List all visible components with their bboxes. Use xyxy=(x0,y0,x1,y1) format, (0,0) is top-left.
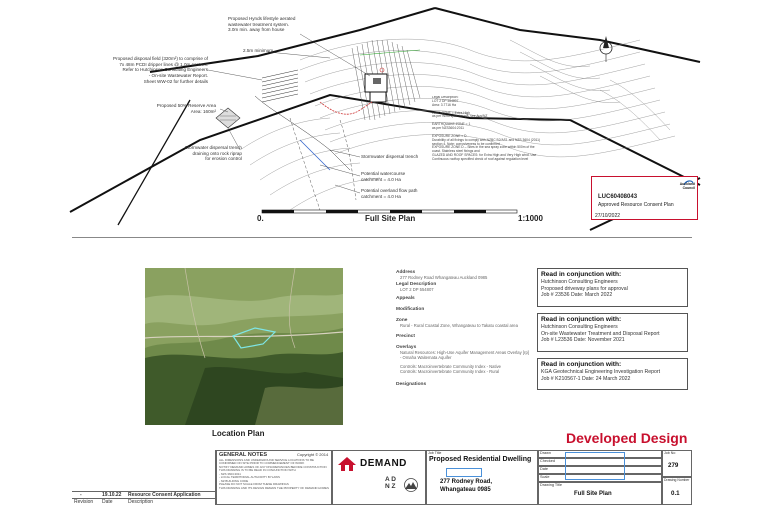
drawing-number-label: Drawing Number xyxy=(664,478,690,482)
scale-start-label: 0. xyxy=(257,214,264,223)
scale-bar xyxy=(262,210,517,213)
revision-rev: - xyxy=(80,492,82,498)
ric-line: KGA Geotechnical Engineering Investigation Report xyxy=(541,369,661,375)
boundary-left xyxy=(118,100,190,225)
ric-line: Job # 23536 Date: March 2022 xyxy=(541,292,613,298)
ric-heading: Read in conjunction with: xyxy=(541,316,622,323)
info-field: Designations xyxy=(396,382,427,387)
drawn-label: Drawn xyxy=(540,451,551,455)
revision-header-date: Date xyxy=(102,499,113,505)
info-field: Modification xyxy=(396,307,425,312)
job-title: Proposed Residential Dwelling xyxy=(429,456,532,463)
ric-heading: Read in conjunction with: xyxy=(541,271,622,278)
info-field: Appeals xyxy=(396,296,415,301)
ric-line: Proposed driveway plans for approval xyxy=(541,285,628,292)
disposal-field xyxy=(262,70,298,102)
ric-heading: Read in conjunction with: xyxy=(541,361,622,368)
read-in-conjunction-box xyxy=(537,358,688,390)
info-field: Zone Rural - Rural Coastal Zone, Whangateau to Takatu coastal area xyxy=(396,318,518,328)
annotation-overland-flow: Potential overland flow path catchment = 4.0 Ha xyxy=(361,188,418,199)
title-block xyxy=(72,450,692,505)
location-plan-map xyxy=(145,268,343,425)
info-field: Address 277 Rodney Road Whangateau Auckland 0985 xyxy=(396,270,488,280)
resource-consent-stamp xyxy=(591,176,698,220)
revision-header-desc: Description xyxy=(128,499,154,505)
consent-date: 27/10/2022 xyxy=(595,213,621,219)
annotation-watercourse: Potential watercourse catchment = 4.0 Ha xyxy=(361,171,406,182)
site-plan-title: Full Site Plan xyxy=(365,214,416,223)
date-label: Date xyxy=(540,467,549,471)
demand-house-logo-icon xyxy=(337,456,357,472)
annotation-reserve-area: Proposed 50% Reserve Area Area: 160m² xyxy=(156,103,216,114)
annotation-stormwater-riprap: Stormwater dispersal trench draining onto rock riprap for erosion control xyxy=(184,145,242,162)
info-field: Controls: Macroinvertebrate Community Index - Native Controls: Macroinvertebrate Community Index - Rural xyxy=(400,364,502,374)
drawing-title-label: Drawing Title xyxy=(540,483,562,487)
site-plan-scale: 1:1000 xyxy=(518,214,543,223)
annotation-minimum-distance: 2.5m minimum xyxy=(243,48,274,53)
legal-description-notes: Legal Description: LOT 2 DP 554807 Area: 3.7716 Ha WIND ZONE = Extra High as per Wind speed maps, see Aus/NZ EARTHQUAKE ZONE = 1 as per NZS3604:2011 EXPOSURE ZONE = D Durability of all fixings to comply with NZBC B2/AS1 and NZS 3604 (2011) section 4. Note: corrosiveness to be confirmed EXPOSURE ZONE D – Sites in the sea spray zone within 500m of the coast. Stainless steel fixings and GLAZED AND ROOF SPACES: for Extra High and Very High wind. Use Continuous rooftop specified check of roof against regulation level xyxy=(432,96,541,161)
revision-date: 19.10.22 xyxy=(102,492,122,498)
adnz-logo: A D N Z xyxy=(385,476,396,491)
ric-line: Job # L23536 Date: November 2021 xyxy=(541,337,625,343)
job-number-label: Job No xyxy=(664,451,676,455)
reserve-area xyxy=(216,108,240,128)
council-name: Auckland Council xyxy=(679,182,695,190)
copyright: Copyright © 2014 xyxy=(297,452,329,457)
developed-design-label: Developed Design xyxy=(566,430,688,446)
ric-line: Job # K210567-1 Date: 24 March 2022 xyxy=(541,375,631,382)
general-notes-title: GENERAL NOTES xyxy=(219,452,268,458)
driveway-edge xyxy=(255,96,350,170)
scale-label: Scale xyxy=(540,475,550,479)
driveway xyxy=(320,102,372,114)
read-in-conjunction-box xyxy=(537,313,688,352)
property-info-column xyxy=(396,268,529,428)
info-field: Legal Description LOT 2 DP 554807 xyxy=(396,282,437,292)
house-footprint xyxy=(365,74,387,102)
blue-highlight-box xyxy=(565,452,625,480)
annotation-disposal-field: Proposed disposal field (320m²) to comprise of 7x 48m PCDI dripper lines @ 1.0m centres. Refer to Hutchinson Consulting Engineers - On-site Wastewater Report. Sheet WW-02 for further details xyxy=(113,56,208,84)
address-line-1: 277 Rodney Road, xyxy=(440,479,493,485)
ric-line: Hutchinson Consulting Engineers xyxy=(541,279,618,285)
annotation-stormwater-trench: Stormwater dispersal trench xyxy=(361,154,419,159)
info-field: Overlays Natural Resources: High-Use Aquifer Management Areas Overlay [rp] - Omaha Waitemata Aquifer xyxy=(396,345,529,360)
site-boundary-line-east xyxy=(435,8,700,62)
blue-highlight-box xyxy=(446,468,482,477)
drawing-title: Full Site Plan xyxy=(574,491,612,497)
address-line-2: Whangateau 0985 xyxy=(440,487,491,493)
consent-approved-text: Approved Resource Consent Plan xyxy=(598,202,674,208)
ric-line: Hutchinson Consulting Engineers xyxy=(541,324,618,330)
checked-label: Checked xyxy=(540,459,555,463)
drawing-number: 0.1 xyxy=(671,490,680,497)
job-title-label: Job Title xyxy=(428,451,442,455)
demand-logo-text: DEMAND xyxy=(360,458,407,469)
section-divider xyxy=(72,237,692,238)
ric-line: On-site Wastewater Treatment and Disposal Report xyxy=(541,330,660,337)
stormwater-trench xyxy=(300,140,330,170)
mountain-logo-icon xyxy=(400,478,422,492)
location-plan-title: Location Plan xyxy=(212,429,265,438)
consent-number: LUC60408043 xyxy=(598,194,638,200)
read-in-conjunction-box xyxy=(537,268,688,307)
revision-description: Resource Consent Application xyxy=(128,492,201,498)
info-field: Precinct xyxy=(396,334,415,339)
job-number: 279 xyxy=(668,462,679,469)
annotation-treatment-system: Proposed Hynds lifestyle aerated wastewater treatment system. 3.0m min. away from house xyxy=(228,16,296,33)
revision-header-rev: Revision xyxy=(74,499,94,505)
general-notes-body: ALL DIMENSIONS AND UNDERGROUND SERVICE LOCATIONS TO BE CONFIRMED ON SITE PRIOR TO COMMENCEMENT OF WORK NOTIFY DEMAND HOMES OF ANY DISCREPANCIES BEFORE CONSTRUCTION THIS DRAWING IS TO BE READ IN CONJUNCTION WITH - NZS 3604:2011 - LOCAL TERRITORIAL AUTHORITY BYLAWS - NZ BUILDING CODE PLEASE DO NOT SCALE FROM THESE DRAWINGS THIS DRAWING AND ITS DESIGN REMAIN THE PROPERTY OF DEMAND HOMES xyxy=(219,458,329,490)
